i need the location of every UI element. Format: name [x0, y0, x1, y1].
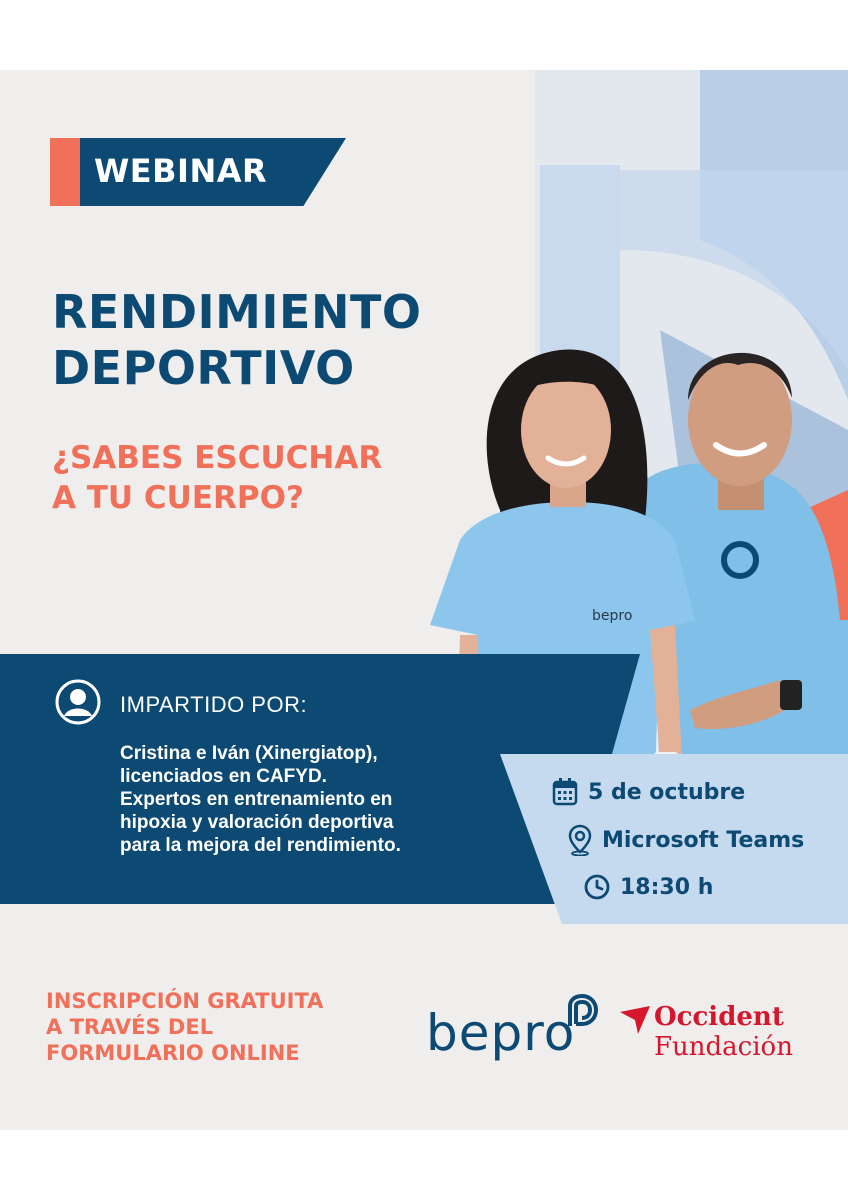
webinar-poster — [0, 70, 848, 1130]
subtitle-line-1: ¿SABES ESCUCHAR — [52, 440, 383, 476]
title-line-2: DEPORTIVO — [52, 341, 355, 395]
clock-icon — [584, 874, 610, 900]
speakers-line-3: Expertos en entrenamiento en — [120, 789, 393, 810]
speakers-heading: IMPARTIDO POR: — [120, 692, 308, 717]
occident-name: Occident — [654, 1002, 784, 1032]
calendar-icon — [552, 778, 578, 806]
cta-line-3: FORMULARIO ONLINE — [46, 1041, 300, 1065]
main-title — [52, 284, 421, 396]
speakers-line-1: Cristina e Iván (Xinergiatop), — [120, 743, 378, 764]
event-time-text: 18:30 h — [620, 874, 714, 900]
webinar-badge — [50, 138, 350, 206]
shirt-logo: bepro — [592, 608, 633, 624]
speakers-line-4: hipoxia y valoración deportiva — [120, 812, 394, 833]
speakers-line-2: licenciados en CAFYD. — [120, 766, 327, 787]
occident-arrow-icon — [618, 1004, 652, 1036]
location-pin-icon — [568, 824, 592, 856]
badge-accent — [50, 138, 80, 206]
occident-fundacion: Fundación — [654, 1032, 793, 1062]
event-platform-text: Microsoft Teams — [602, 827, 805, 853]
cta-line-1: INSCRIPCIÓN GRATUITA — [46, 989, 324, 1013]
badge-label: WEBINAR — [94, 152, 268, 190]
title-line-1: RENDIMIENTO — [52, 285, 422, 339]
bepro-mark-icon — [562, 992, 602, 1032]
event-date — [552, 778, 745, 806]
subtitle-line-2: A TU CUERPO? — [52, 480, 304, 516]
subtitle — [52, 438, 382, 518]
speakers-line-5: para la mejora del rendimiento. — [120, 835, 401, 856]
speakers-description — [120, 742, 540, 857]
event-platform — [568, 824, 804, 856]
user-circle-icon — [54, 678, 102, 726]
cta-line-2: A TRAVÉS DEL — [46, 1015, 214, 1039]
event-time — [584, 874, 713, 900]
event-date-text: 5 de octubre — [588, 779, 746, 805]
bepro-logo: bepro — [426, 1004, 576, 1062]
registration-cta — [46, 988, 323, 1066]
